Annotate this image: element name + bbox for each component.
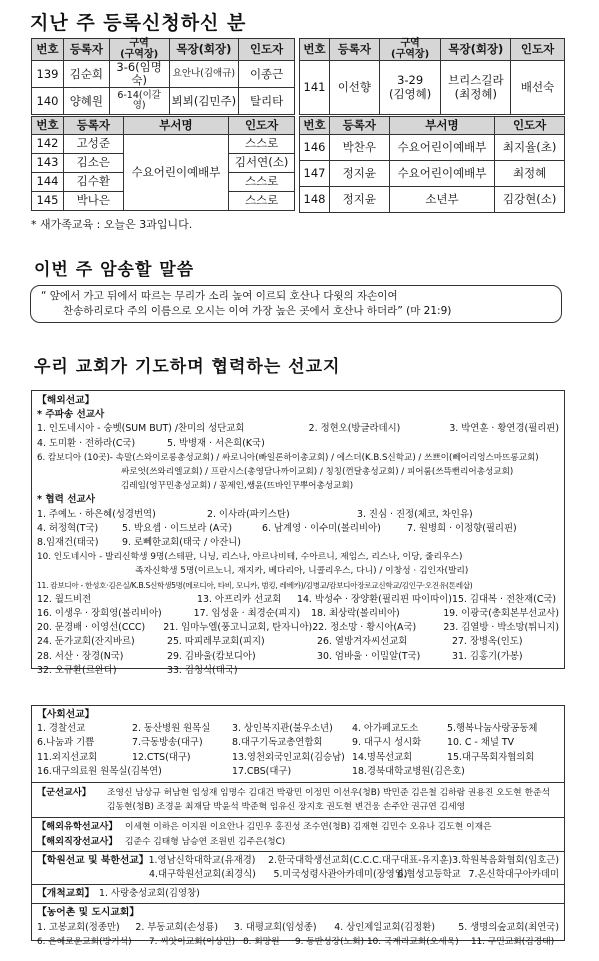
list-entry: 11. 캄보디아 - 한성호·김은실/K.B.S신학생5명(메로디아, 타비, 모니카, 범킹, 레베카)/김병교/캄보디아장로교신학교/김인구·오진유(톤레삽) — [37, 580, 473, 590]
overseas-header: 【해외선교】 — [37, 395, 95, 406]
list-entry: 33. 김청식(태국) — [167, 664, 238, 676]
dispatched-missionaries-header: * 주파송 선교사 — [37, 409, 105, 421]
new-family-note: * 새가족교육 : 오늘은 3과입니다. — [31, 218, 193, 231]
cell: 최지율(초) — [495, 135, 565, 161]
cell: 147 — [300, 161, 330, 187]
list-item — [37, 722, 559, 736]
cell: 박찬우 — [329, 135, 389, 161]
cell: 탈리타 — [239, 88, 295, 115]
list-entry: 3. 진심 · 진정(체코, 차인유) — [357, 508, 473, 520]
list-entry: 4. 도미환 · 전하라(C국) — [37, 437, 136, 449]
verse-line-2: 찬송하리로다 주의 이름으로 오시는 이여 가장 높은 곳에서 호산나 하더라” (마 21:9) — [63, 305, 452, 317]
header-district — [109, 39, 169, 61]
header-registrant: 등록자 — [63, 39, 109, 61]
list-item — [37, 650, 559, 664]
list-entry: 2.한국대학생선교회(C.C.C.대구대표-유지훈) — [268, 854, 453, 866]
workplace-names: 김준수 김태형 남승연 조원빈 김주은(청C) — [125, 836, 286, 847]
memory-verse-box — [30, 285, 562, 323]
list-entry: 30. 엄바울 · 이밀알(T국) — [317, 650, 421, 662]
cell: 정지윤 — [329, 187, 389, 213]
table-row — [300, 187, 565, 213]
list-entry: 11.외지선교회 — [37, 751, 98, 763]
list-entry: 16. 이생우 · 장희영(볼리비아) — [37, 608, 162, 620]
cell — [441, 61, 511, 115]
cell: 김순희 — [63, 61, 109, 88]
social-section — [32, 706, 564, 782]
list-entry: 20. 문경배 · 이영선(CCC) — [37, 622, 146, 634]
list-entry: 5. 생명의숲교회(최연국) — [458, 921, 559, 933]
cell: 김수환 — [63, 173, 123, 192]
table-row — [300, 61, 565, 115]
school-line-1 — [37, 854, 559, 868]
list-entry: 12. 월드비전 — [37, 593, 92, 605]
cell: 양혜원 — [63, 88, 109, 115]
registration-table-3 — [31, 116, 295, 211]
cell: 148 — [300, 187, 330, 213]
list-entry: 2. 이사라(파키스탄) — [207, 508, 290, 520]
header-department: 부서명 — [123, 117, 228, 135]
table-row — [32, 88, 295, 115]
list-entry: 31. 김홍기(가봉) — [452, 650, 523, 662]
list-entry: 17.CBS(대구) — [232, 765, 292, 777]
list-entry: 18. 최상락(볼리비아) — [311, 608, 400, 620]
social-header: 【사회선교】 — [37, 709, 95, 720]
list-item — [37, 751, 559, 765]
military-line-2 — [37, 800, 559, 814]
header-registrant: 등록자 — [329, 39, 379, 61]
header-district-text: 구역 (구역장) — [120, 38, 159, 60]
list-entry: 6.나눔과 기쁨 — [37, 737, 95, 749]
list-entry: 3. 박연훈 · 황연경(필리핀) — [449, 423, 559, 435]
header-district — [379, 39, 441, 61]
cell: 142 — [32, 135, 64, 154]
workplace-line — [37, 835, 559, 849]
header-number: 번호 — [32, 117, 64, 135]
list-entry: 11. 구민교회(김경태) — [471, 936, 555, 947]
cell-department: 수요어린이예배부 — [123, 135, 228, 211]
list-entry: 15. 김대복 · 전찬재(C국) — [452, 593, 557, 605]
cooperating-missionaries-header: * 협력 선교사 — [37, 494, 96, 506]
list-item — [37, 508, 559, 522]
list-entry: 5.행복나눔사랑공동체 — [447, 723, 538, 735]
list-item — [37, 479, 559, 493]
cell: 박나은 — [63, 192, 123, 211]
list-entry: 32. 오규환(르완다) — [37, 664, 117, 676]
verse-line-1: “ 앞에서 가고 뒤에서 따르는 무리가 소리 높여 이르되 호산나 다윗의 자손이여 — [41, 290, 398, 302]
registration-table-1 — [31, 38, 295, 115]
list-entry: 2. 정현오(방글라데시) — [308, 423, 401, 435]
list-entry: 5.미국성령사관아카데미(장영일) — [273, 869, 408, 881]
list-entry: 9. 로뻬한교회(태국 / 아잔니) — [122, 537, 241, 549]
list-entry: 15.대구목회자협의회 — [447, 751, 535, 763]
school-label: 【학원선교 및 북한선교】 — [37, 854, 149, 866]
rural-line-1 — [37, 921, 559, 935]
cell: 정지윤 — [329, 161, 389, 187]
list-item — [37, 621, 559, 635]
list-entry: 13. 아프리카 선교회 — [197, 593, 282, 605]
cell: 스스로 — [229, 192, 295, 211]
list-entry: 6. 캄보디아 (10곳)- 속말(스와이로롱총성교회) / 싸로니아(빠일론하이총교회) / 에스더(K.B.S신학교) / 쓰쁘이(뻬어리엉스마뜨롱교회) — [37, 452, 539, 463]
list-entry: 8. 회망원 — [243, 936, 280, 947]
list-item — [37, 607, 559, 621]
list-entry: 14. 박성수 · 장양환(필리핀 따이따이) — [297, 593, 452, 605]
list-entry: 19. 이광국(총회본부선교사) — [443, 608, 559, 620]
cell: 139 — [32, 61, 64, 88]
pioneer-names: 1. 사랑충성교회(김영창) — [99, 888, 200, 900]
cell: 최정혜 — [495, 161, 565, 187]
students-line — [37, 820, 559, 834]
header-number: 번호 — [32, 39, 64, 61]
list-entry: 족자신학생 5명(이르노니, 재지카, 베다리아, 니콜리우스, 다니) / 이창성 · 김인자(발리) — [135, 566, 469, 577]
cell — [379, 61, 441, 115]
list-entry: 10. 국계리교회(오세욱) — [367, 936, 459, 947]
header-district-text: 구역 (구역장) — [391, 38, 430, 60]
cell: 수요어린이예배부 — [389, 161, 495, 187]
list-entry: 7.온신학대구아카데미 — [468, 869, 559, 881]
list-entry: 4.대구학원선교회(최경식) — [149, 869, 256, 881]
list-item — [37, 593, 559, 607]
list-entry: 5. 박병재 · 서은희(K국) — [167, 437, 265, 449]
cell-text: 브리스길라 (최정혜) — [448, 73, 504, 101]
students-names: 이세현 이하은 이지원 이요안나 김민우 홍진성 조수연(청B) 김재현 김민수 오유나 김도현 이재은 — [125, 822, 492, 833]
header-number: 번호 — [300, 117, 330, 135]
cell: 배선숙 — [511, 61, 565, 115]
list-entry: 5. 박요셉 · 이드보라 (A국) — [122, 522, 233, 534]
list-entry: 29. 김바울(캄보디아) — [167, 650, 256, 662]
list-item — [37, 465, 559, 479]
social-mission-box — [31, 705, 565, 947]
table-row — [300, 161, 565, 187]
cell: 이선향 — [329, 61, 379, 115]
header-ranch: 목장(회장) — [169, 39, 239, 61]
table-row — [32, 135, 295, 154]
list-entry: 14.명목선교회 — [352, 751, 413, 763]
list-entry: 22. 정소망 · 황시아(A국) — [312, 622, 417, 634]
list-entry: 21. 임마누엘(풍고니교회, 탄자니아) — [163, 622, 313, 634]
list-item — [37, 664, 559, 678]
list-item — [37, 765, 559, 779]
list-entry: 4. 아가페교도소 — [352, 723, 419, 735]
cell: 이종근 — [239, 61, 295, 88]
cell: 소년부 — [389, 187, 495, 213]
list-entry: 1.영남신학대학교(유재경) — [148, 854, 256, 866]
pioneer-label: 【개척교회】 — [37, 888, 95, 900]
table-row — [32, 61, 295, 88]
school-mission-section — [32, 851, 564, 884]
list-entry: 10. C - 채널 TV — [447, 737, 515, 749]
cell: 수요어린이예배부 — [389, 135, 495, 161]
list-item — [37, 635, 559, 649]
list-entry: 10. 인도네시아 - 발리신학생 9명(스테판, 니닝, 리스나, 아르나비테, 수아르니, 제임스, 리스나, 이당, 줄리우스) — [37, 552, 463, 563]
cell: 141 — [300, 61, 330, 115]
cell: 요안나(김애규) — [169, 61, 239, 88]
registration-table-4 — [299, 116, 565, 213]
overseas-students-section — [32, 817, 564, 850]
list-item — [37, 550, 559, 564]
rural-church-section — [32, 903, 564, 951]
cell: 김소은 — [63, 154, 123, 173]
header-guide: 인도자 — [239, 39, 295, 61]
list-entry: 3. 대평교회(임성종) — [233, 921, 317, 933]
list-entry: 2. 동산병원 원목실 — [132, 723, 211, 735]
cell: 김서연(소) — [229, 154, 295, 173]
cell: 스스로 — [229, 173, 295, 192]
list-entry: 8.대구기독교총연합회 — [232, 737, 323, 749]
header-registrant: 등록자 — [329, 117, 389, 135]
list-item — [37, 736, 559, 750]
list-entry: 17. 임성윤 · 최경순(피지) — [193, 608, 301, 620]
header-ranch: 목장(회장) — [441, 39, 511, 61]
rural-label: 【농어촌 및 도시교회】 — [37, 907, 140, 919]
cell: 145 — [32, 192, 64, 211]
header-guide: 인도자 — [495, 117, 565, 135]
cell: 3-6(임명숙) — [109, 61, 169, 88]
cell: 143 — [32, 154, 64, 173]
list-entry: 1. 고봉교회(정종만) — [37, 921, 120, 933]
rural-line-2 — [37, 935, 559, 949]
list-entry: 28. 서산 · 장경(N국) — [37, 650, 124, 662]
list-entry: 6. 남계영 · 이수미(볼리비아) — [262, 522, 381, 534]
section2-title: 이번 주 암송할 말씀 — [34, 255, 194, 280]
list-entry: 1. 경찰선교 — [37, 723, 86, 735]
header-registrant: 등록자 — [63, 117, 123, 135]
cell: 김강현(소) — [495, 187, 565, 213]
list-item — [37, 579, 559, 593]
students-label: 【해외유학선교사】 — [37, 821, 118, 833]
list-entry: 3.학원복음화협회(임호근) — [452, 854, 559, 866]
list-entry: 6.협성고등학교 — [397, 869, 461, 881]
list-entry: 26. 열방겨자씨선교회 — [317, 636, 408, 648]
list-entry: 25. 따피레부교회(피지) — [167, 636, 265, 648]
header-guide: 인도자 — [229, 117, 295, 135]
list-entry: 27. 장병옥(인도) — [452, 636, 523, 648]
list-entry: 6. 은혜로운교회(방기석) — [37, 936, 132, 947]
list-entry: 9. 대구시 성시화 — [352, 737, 422, 749]
military-names-2: 김동현(청B) 조경윤 최재담 박윤석 박준혁 임유신 장지호 권도현 변건웅 손주안 권규연 김세영 — [107, 802, 466, 813]
list-item — [37, 536, 559, 550]
list-entry: 24. 둔가교회(잔지바르) — [37, 636, 135, 648]
list-item — [37, 564, 559, 578]
cell: 고성준 — [63, 135, 123, 154]
pioneer-church-section — [32, 884, 564, 903]
list-entry: 16.대구의료원 원목실(김복연) — [37, 765, 162, 777]
list-item — [37, 437, 559, 451]
header-department: 부서명 — [389, 117, 495, 135]
list-entry: 4. 허정혁(T국) — [37, 522, 99, 534]
list-entry: 12.CTS(대구) — [132, 751, 191, 763]
list-entry: 1. 주예노 · 하은혜(성경번역) — [37, 508, 156, 520]
cell: 146 — [300, 135, 330, 161]
registration-table-2 — [299, 38, 565, 115]
list-entry: 9. 동반성장(노회) — [295, 936, 365, 947]
cell-text: 3-29 (김영혜) — [388, 73, 432, 101]
list-entry: 23. 김열방 · 박소망(튀니지) — [443, 622, 559, 634]
school-line-2 — [37, 868, 559, 882]
cell: 144 — [32, 173, 64, 192]
military-line-1 — [37, 786, 559, 800]
cell: 140 — [32, 88, 64, 115]
cell: 스스로 — [229, 135, 295, 154]
list-entry: 7. 씨앗이교회(이상민) — [149, 936, 236, 947]
list-entry: 3. 상인복지관(불우소년) — [232, 723, 333, 735]
overseas-mission-box — [31, 390, 565, 676]
workplace-label: 【해외직장선교사】 — [37, 835, 118, 847]
header-guide: 인도자 — [511, 39, 565, 61]
list-item — [37, 522, 559, 536]
list-entry: 1. 인도네시아 - 숭벳(SUM BUT) /찬미의 성단교회 — [37, 423, 245, 435]
list-item — [37, 422, 559, 436]
military-names-1: 조영신 남상규 허남현 임성재 임명수 김대건 박광민 이정민 이선우(청B) 박민준 김은철 김하람 권용진 오도현 한준석 — [107, 788, 550, 799]
cell: 뵈뵈(김민주) — [169, 88, 239, 115]
list-item — [37, 451, 559, 465]
table-row — [300, 135, 565, 161]
section3-title: 우리 교회가 기도하며 협력하는 선교지 — [34, 352, 340, 377]
pioneer-line — [37, 887, 559, 901]
cell: 6-14(이갈영) — [109, 88, 169, 115]
list-entry: 4. 상인제일교회(김정환) — [334, 921, 435, 933]
header-number: 번호 — [300, 39, 330, 61]
list-entry: 7. 원병희 · 이정향(필리핀) — [407, 522, 517, 534]
section1-title: 지난 주 등록신청하신 분 — [30, 8, 246, 35]
military-section — [32, 782, 564, 817]
list-entry: 김레임(엉꾸민총성교회) / 꽁제인,쌩윤(뜨바인꾸뿌어총성교회) — [121, 481, 354, 492]
list-entry: 18.경북대학교병원(김은호) — [352, 765, 465, 777]
list-entry: 싸로엇(쓰와리엘교회) / 프란시스(총영담나까이교회) / 칭칭(껀달총성교회) / 피어룸(쓰뜩뻔리어총성교회) — [121, 467, 514, 478]
military-label: 【군선교사】 — [37, 787, 91, 799]
list-entry: 7.극동방송(대구) — [132, 737, 203, 749]
list-entry: 2. 부동교회(손성룡) — [135, 921, 219, 933]
list-entry: 13.영천외국인교회(김승남) — [232, 751, 345, 763]
list-entry: 8.임재건(태국) — [37, 537, 99, 549]
